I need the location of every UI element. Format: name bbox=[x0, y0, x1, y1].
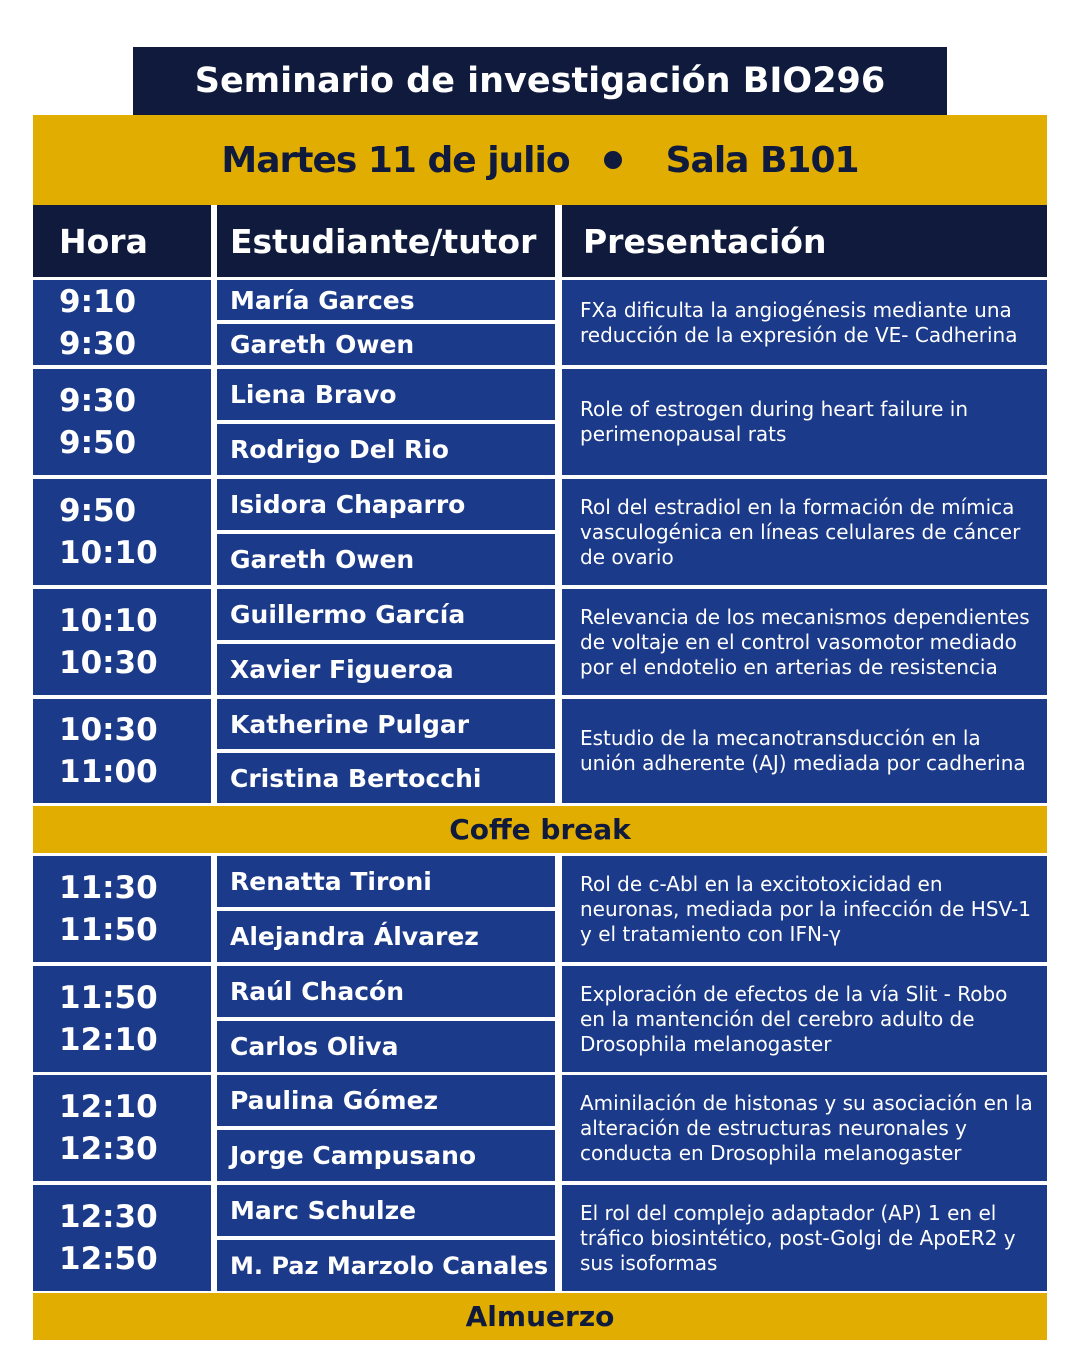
end-time: 9:30 bbox=[59, 325, 137, 362]
tutor-name: M. Paz Marzolo Canales bbox=[217, 1240, 555, 1291]
date-room-bar bbox=[33, 115, 1047, 205]
student-name: Guillermo García bbox=[217, 589, 555, 640]
presentation-title: Relevancia de los mecanismos dependientes de voltaje en el control vasomotor mediado por el endotelio en arterias de resistencia bbox=[562, 589, 1047, 695]
student-name: Renatta Tironi bbox=[217, 856, 555, 907]
student-name: Marc Schulze bbox=[217, 1185, 555, 1236]
start-time: 9:10 bbox=[59, 283, 137, 320]
table-row bbox=[33, 1075, 1047, 1181]
end-time: 10:10 bbox=[59, 535, 158, 571]
start-time: 11:50 bbox=[59, 980, 158, 1016]
event-room: Sala B101 bbox=[665, 139, 859, 181]
end-time: 11:00 bbox=[59, 754, 158, 790]
time-cell bbox=[33, 369, 211, 475]
table-row bbox=[33, 589, 1047, 695]
student-name: Paulina Gómez bbox=[217, 1075, 555, 1126]
end-time: 12:50 bbox=[59, 1241, 158, 1277]
header-presentation: Presentación bbox=[562, 205, 1047, 277]
table-row bbox=[33, 1185, 1047, 1291]
header-student: Estudiante/tutor bbox=[217, 205, 555, 277]
time-cell bbox=[33, 1075, 211, 1181]
presentation-title: FXa dificulta la angiogénesis mediante una reducción de la expresión de VE- Cadherina bbox=[562, 280, 1047, 365]
presentation-title: El rol del complejo adaptador (AP) 1 en el tráfico biosintético, post-Golgi de ApoER2 y sus isoformas bbox=[562, 1185, 1047, 1291]
time-cell bbox=[33, 479, 211, 585]
table-row bbox=[33, 280, 1047, 365]
presentation-title: Exploración de efectos de la vía Slit - Robo en la mantención del cerebro adulto de Drosophila melanogaster bbox=[562, 966, 1047, 1072]
presentation-title: Rol de c-Abl en la excitotoxicidad en neuronas, mediada por la infección de HSV-1 y el tratamiento con IFN-γ bbox=[562, 856, 1047, 962]
end-time: 10:30 bbox=[59, 645, 158, 681]
tutor-name: Gareth Owen bbox=[217, 324, 555, 365]
start-time: 9:30 bbox=[59, 383, 137, 419]
time-cell bbox=[33, 280, 211, 365]
tutor-name: Rodrigo Del Rio bbox=[217, 424, 555, 475]
end-time: 11:50 bbox=[59, 912, 158, 948]
start-time: 12:10 bbox=[59, 1089, 158, 1125]
table-row bbox=[33, 856, 1047, 962]
start-time: 9:50 bbox=[59, 493, 137, 529]
bullet-separator bbox=[604, 151, 622, 169]
start-time: 11:30 bbox=[59, 870, 158, 906]
student-name: Raúl Chacón bbox=[217, 966, 555, 1017]
presentation-title: Aminilación de histonas y su asociación en la alteración de estructuras neuronales y conducta en Drosophila melanogaster bbox=[562, 1075, 1047, 1181]
tutor-name: Jorge Campusano bbox=[217, 1130, 555, 1181]
table-row bbox=[33, 479, 1047, 585]
start-time: 12:30 bbox=[59, 1199, 158, 1235]
end-time: 12:10 bbox=[59, 1022, 158, 1058]
tutor-name: Carlos Oliva bbox=[217, 1021, 555, 1072]
page-title: Seminario de investigación BIO296 bbox=[133, 47, 947, 115]
table-row bbox=[33, 699, 1047, 803]
lunch-bar: Almuerzo bbox=[33, 1293, 1047, 1340]
tutor-name: Cristina Bertocchi bbox=[217, 753, 555, 803]
tutor-name: Gareth Owen bbox=[217, 534, 555, 585]
end-time: 9:50 bbox=[59, 425, 137, 461]
presentation-title: Estudio de la mecanotransducción en la unión adherente (AJ) mediada por cadherina bbox=[562, 699, 1047, 803]
table-row bbox=[33, 369, 1047, 475]
header-hour: Hora bbox=[33, 205, 211, 277]
table-row bbox=[33, 966, 1047, 1072]
start-time: 10:30 bbox=[59, 712, 158, 748]
presentation-title: Rol del estradiol en la formación de mímica vasculogénica en líneas celulares de cáncer de ovario bbox=[562, 479, 1047, 585]
time-cell bbox=[33, 966, 211, 1072]
student-name: Liena Bravo bbox=[217, 369, 555, 420]
event-date: Martes 11 de julio bbox=[221, 139, 570, 181]
student-name: Isidora Chaparro bbox=[217, 479, 555, 530]
tutor-name: Alejandra Álvarez bbox=[217, 911, 555, 962]
student-name: María Garces bbox=[217, 280, 555, 320]
coffee-break-bar: Coffe break bbox=[33, 806, 1047, 853]
student-name: Katherine Pulgar bbox=[217, 699, 555, 749]
start-time: 10:10 bbox=[59, 603, 158, 639]
time-cell bbox=[33, 589, 211, 695]
time-cell bbox=[33, 856, 211, 962]
tutor-name: Xavier Figueroa bbox=[217, 644, 555, 695]
presentation-title: Role of estrogen during heart failure in perimenopausal rats bbox=[562, 369, 1047, 475]
time-cell bbox=[33, 699, 211, 803]
time-cell bbox=[33, 1185, 211, 1291]
end-time: 12:30 bbox=[59, 1131, 158, 1167]
